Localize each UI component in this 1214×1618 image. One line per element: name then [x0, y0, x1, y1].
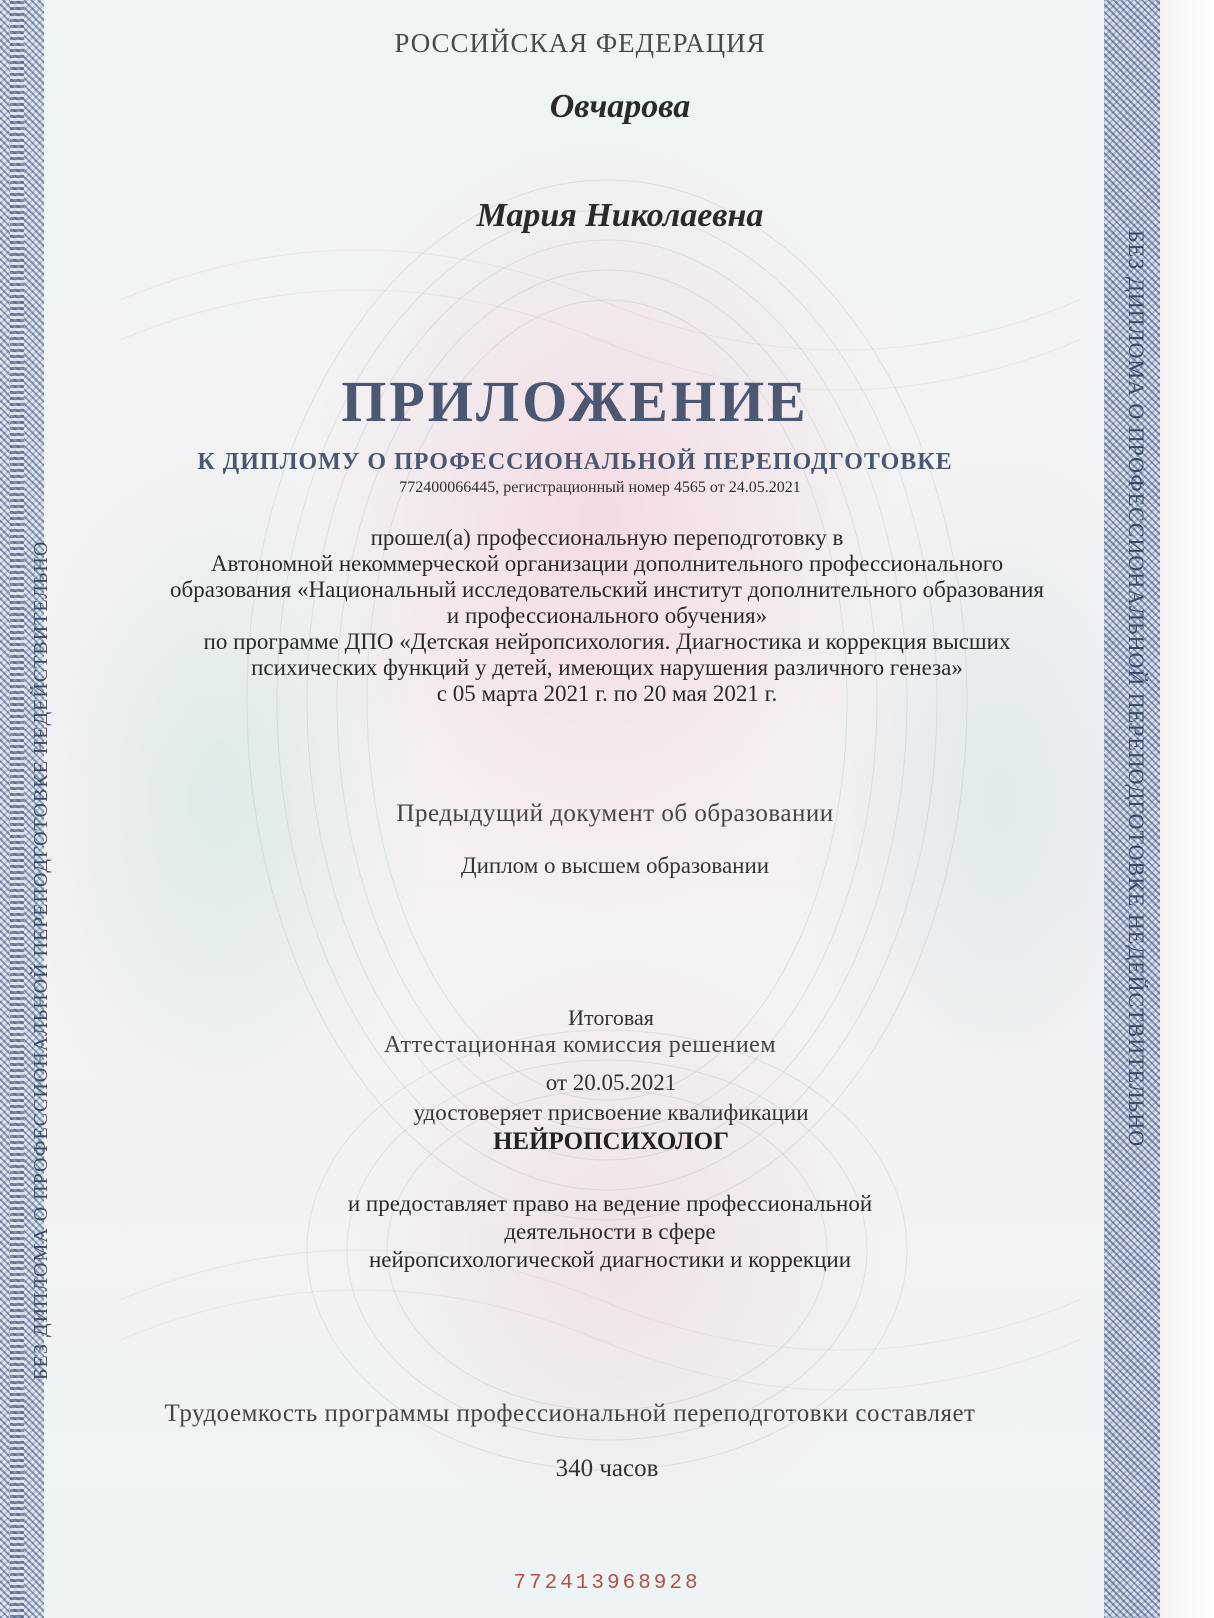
left-margin-text: БЕЗ ДИПЛОМА О ПРОФЕССИОНАЛЬНОЙ ПЕРЕПОДГОТОВКЕ НЕДЕЙСТВИТЕЛЬНО — [30, 540, 52, 1380]
body-line: с 05 марта 2021 г. по 20 мая 2021 г. — [436, 681, 778, 706]
rights-line: деятельности в сфере — [504, 1219, 716, 1244]
certify-text: удостоверяет присвоение квалификации — [413, 1100, 809, 1125]
program-hours: 340 часов — [555, 1455, 659, 1482]
qualification: НЕЙРОПСИХОЛОГ — [492, 1128, 730, 1155]
holder-surname: Овчарова — [549, 88, 691, 125]
decision-date: от 20.05.2021 — [545, 1070, 677, 1095]
body-line: и профессионального обучения» — [446, 603, 768, 628]
body-line: образования «Национальный исследовательский институт дополнительного образования — [170, 577, 1044, 602]
previous-document-value: Диплом о высшем образовании — [460, 853, 770, 878]
rights-line: и предоставляет право на ведение профессиональной — [347, 1191, 873, 1216]
document-subtitle: К ДИПЛОМУ О ПРОФЕССИОНАЛЬНОЙ ПЕРЕПОДГОТОВКЕ — [197, 449, 953, 475]
commission-label: Аттестационная комиссия решением — [383, 1032, 777, 1058]
body-line: Автономной некоммерческой организации дополнительного профессионального — [210, 551, 1004, 576]
right-margin-text: БЕЗ ДИПЛОМА О ПРОФЕССИОНАЛЬНОЙ ПЕРЕПОДГОТОВКЕ НЕДЕЙСТВИТЕЛЬНО — [1124, 230, 1149, 1148]
holder-given-names: Мария Николаевна — [476, 197, 764, 234]
body-line: психических функций у детей, имеющих нарушения различного генеза» — [251, 655, 963, 680]
serial-number: 772413968928 — [513, 1572, 701, 1595]
body-line: прошел(а) профессиональную переподготовку в — [370, 525, 844, 550]
previous-document-label: Предыдущий документ об образовании — [396, 800, 834, 827]
rights-line: нейропсихологической диагностики и коррекции — [368, 1247, 852, 1272]
body-line: по программе ДПО «Детская нейропсихология. Диагностика и коррекция высших — [203, 629, 1011, 654]
final-label: Итоговая — [568, 1005, 654, 1030]
document-title: ПРИЛОЖЕНИЕ — [341, 369, 809, 434]
country-heading: РОССИЙСКАЯ ФЕДЕРАЦИЯ — [394, 28, 766, 58]
labor-intensity-text: Трудоемкость программы профессиональной переподготовки составляет — [164, 1400, 976, 1427]
registration-line: 772400066445, регистрационный номер 4565 от 24.05.2021 — [399, 479, 801, 496]
